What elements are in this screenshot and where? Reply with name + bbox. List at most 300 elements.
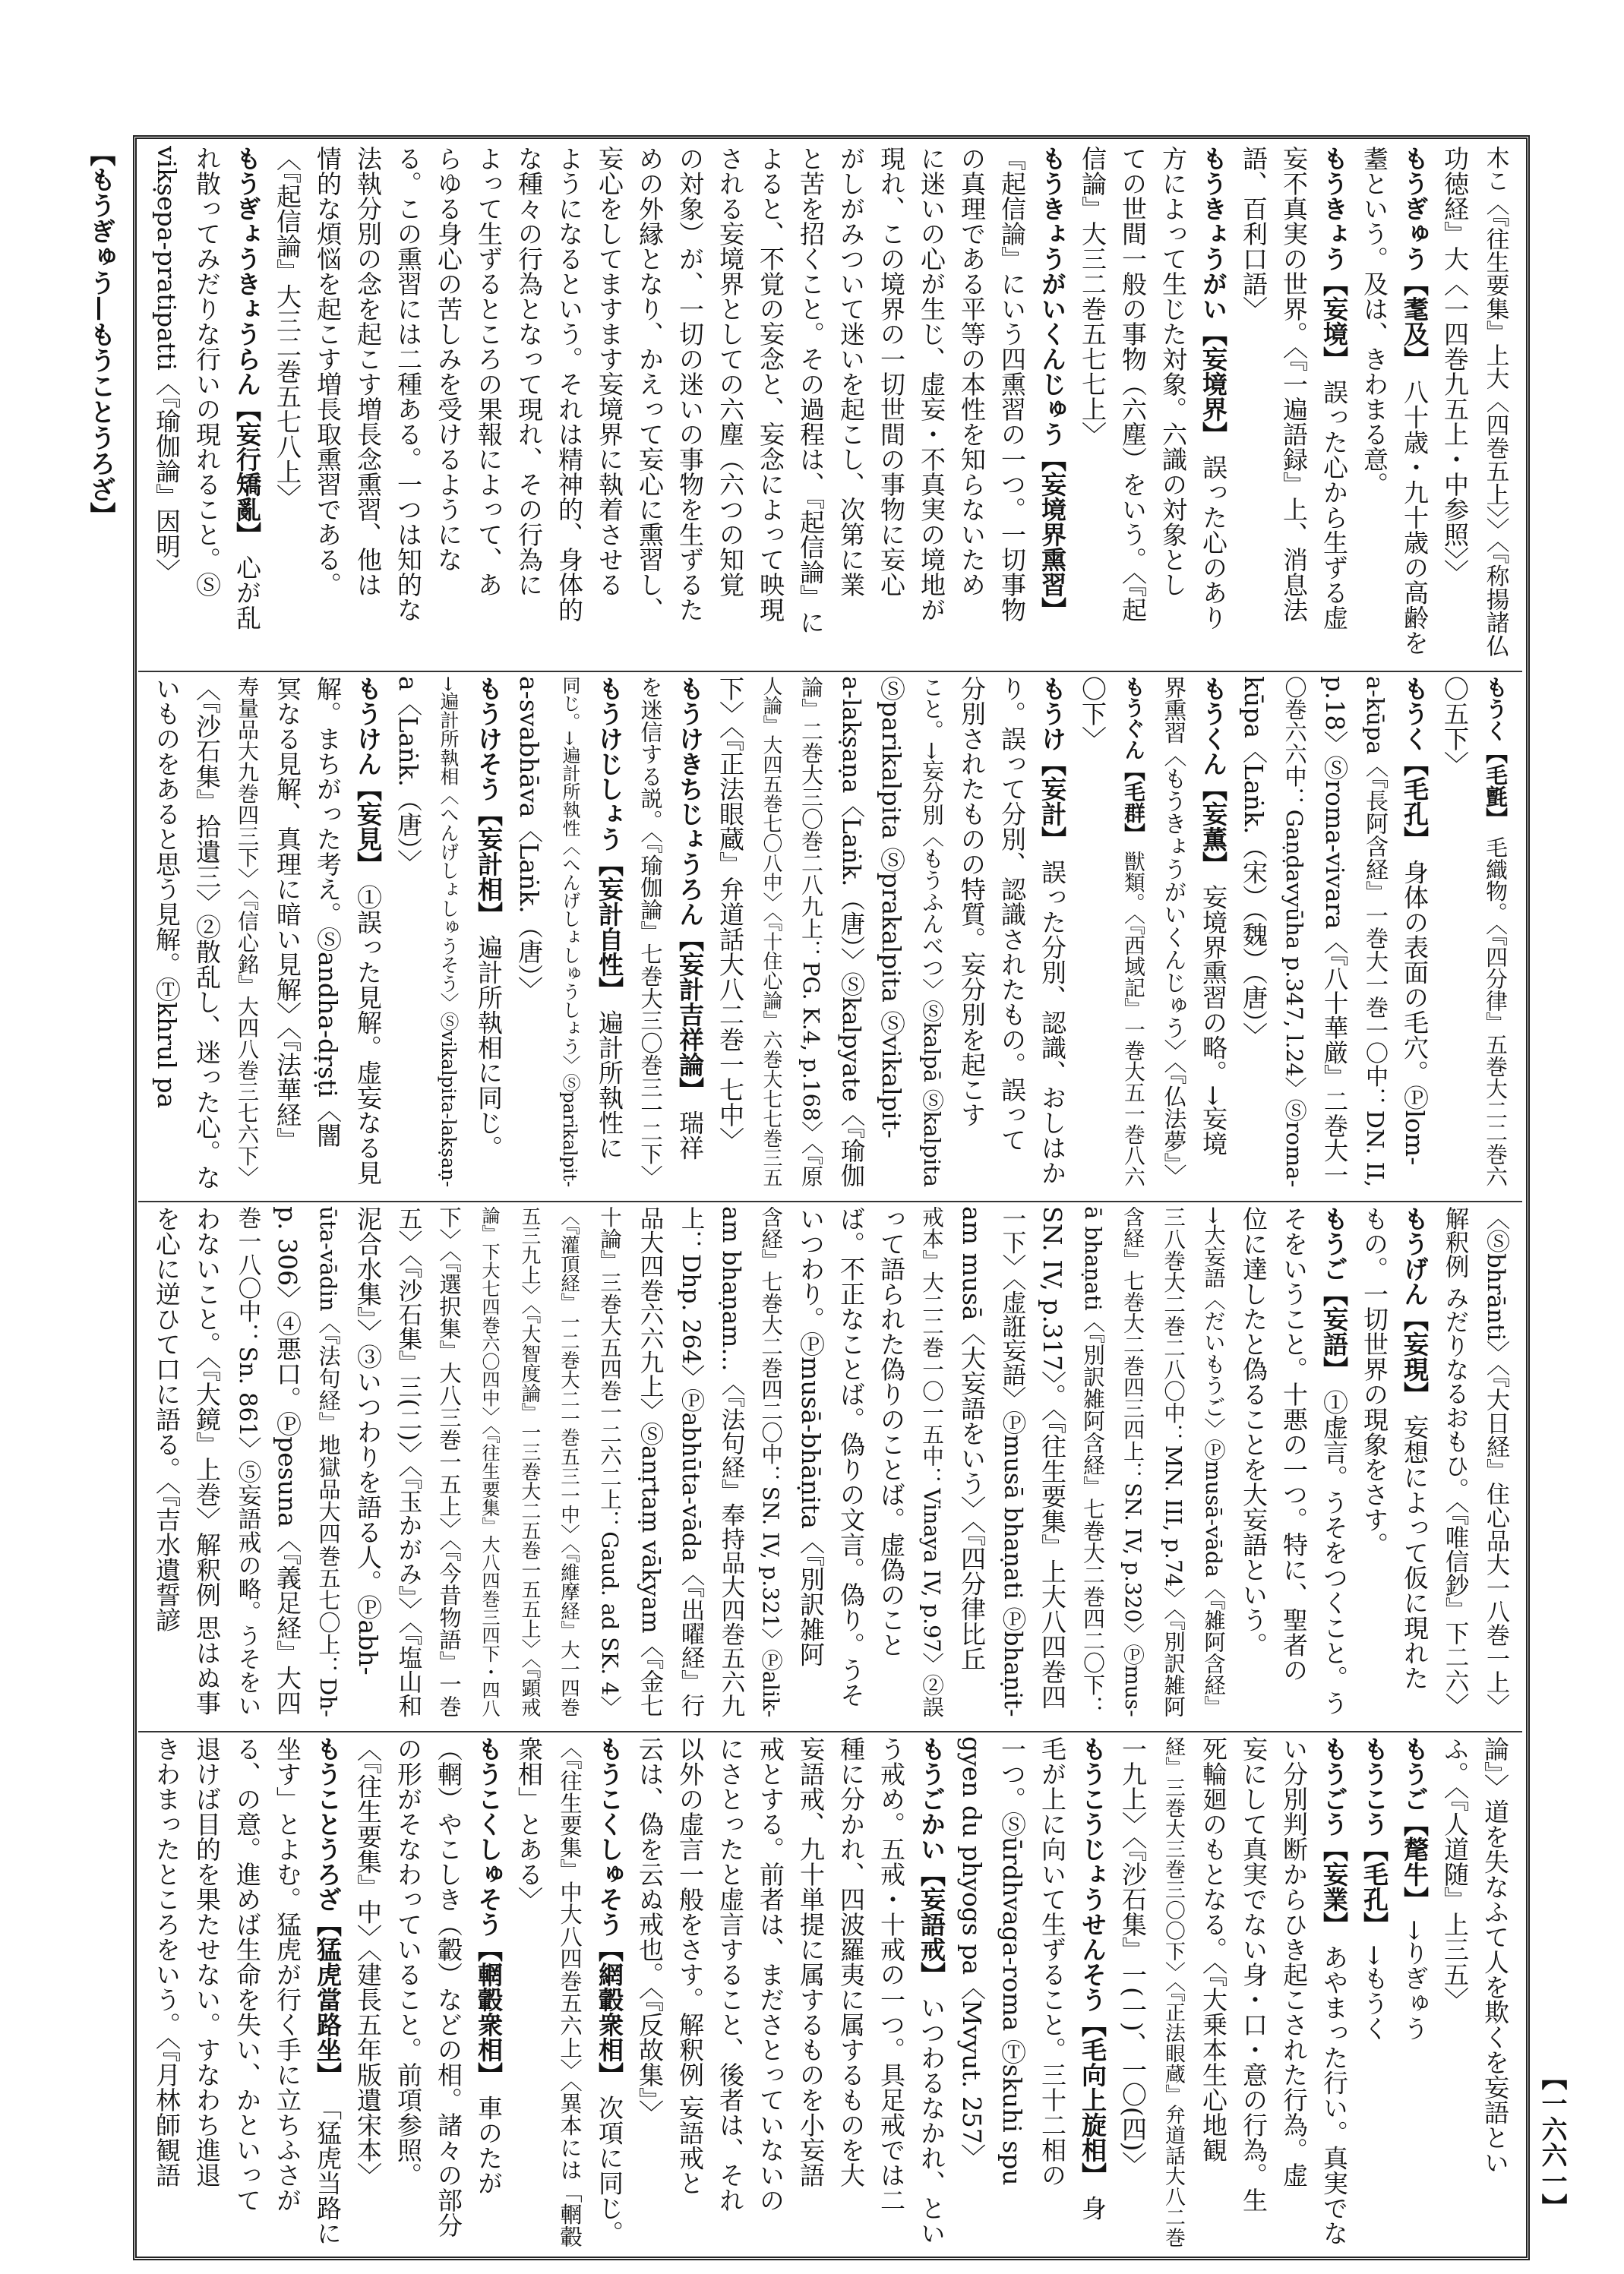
entry-text: 種に分かれ、四波羅夷に属するものを大 bbox=[836, 1736, 866, 2187]
entry-text: p.18〉Ⓢroma-vivara〈『八十華厳』二巻大一 bbox=[1320, 676, 1349, 1187]
entry-text: の真理である平等の本性を知らないため bbox=[957, 146, 987, 597]
text-column bbox=[1193, 1736, 1234, 2253]
text-column bbox=[1153, 1206, 1193, 1723]
entry-text: 誤った心から生ずる虚 bbox=[1319, 371, 1349, 630]
entry-text: 〈Ⓢbhrānti〉〈『大日経』住心品大一八巻一上〉 bbox=[1482, 1206, 1509, 1717]
entry-text: と苦を招くこと。その過程は、『起信論』に bbox=[796, 146, 826, 635]
entry-text: る。この熏習には二種ある。一つは知的な bbox=[393, 146, 423, 622]
headword: もうぎょうきょうらん【妄行矯亂】 bbox=[232, 146, 262, 547]
entry-text: 論』〉道を失なふて人を欺くを妄語とい bbox=[1480, 1736, 1510, 2175]
entry-text: 〇下〉 bbox=[1078, 676, 1107, 751]
tier-1 bbox=[144, 146, 1515, 662]
tier-2 bbox=[144, 676, 1515, 1192]
entry-text: 含経』七巻大二巻四二〇中：SN. IV, p.321〉Ⓟalik- bbox=[758, 1206, 783, 1718]
text-column bbox=[952, 676, 992, 1192]
entry-text: 含経』七巻大二巻四三四上：SN. IV, p.320〉Ⓟmus- bbox=[1120, 1206, 1145, 1717]
entry-text: 心が乱 bbox=[232, 547, 262, 630]
entry-text: 以外の虚言一般をさす。解釈例 妄語戒と bbox=[675, 1736, 705, 2196]
text-column bbox=[952, 1736, 992, 2253]
text-column bbox=[1153, 1736, 1193, 2253]
text-column bbox=[791, 1736, 831, 2253]
text-column bbox=[1073, 676, 1113, 1192]
entry-text: gyen du phyogs pa〈Mvyut. 257〉 bbox=[957, 1736, 987, 2169]
text-column bbox=[1314, 1206, 1354, 1723]
text-column bbox=[831, 1736, 871, 2253]
text-column bbox=[308, 1736, 348, 2253]
text-column bbox=[1193, 146, 1234, 662]
text-column bbox=[147, 1206, 187, 1723]
text-column bbox=[750, 676, 791, 1192]
entry-text: り。誤って分別、認識されたもの。誤って bbox=[997, 676, 1027, 1152]
text-column bbox=[267, 1206, 308, 1723]
text-column bbox=[912, 146, 952, 662]
entry-text: 退けば目的を果たせない。すなわち進退 bbox=[192, 1736, 222, 2187]
entry-text: 誤った心のあり bbox=[1199, 447, 1228, 630]
text-column bbox=[1032, 676, 1073, 1192]
entry-text: 妄不真実の世界。〈『一遍語録』上、消息法 bbox=[1279, 146, 1309, 622]
text-column bbox=[589, 1206, 630, 1723]
text-column bbox=[670, 676, 710, 1192]
entry-text: 遍計所執相に同じ。 bbox=[474, 927, 504, 1161]
headword: もうけじしょう【妄計自性】 bbox=[595, 676, 624, 1002]
text-column bbox=[428, 1206, 469, 1723]
text-column bbox=[187, 1206, 227, 1723]
text-column bbox=[187, 146, 227, 662]
headword: もうこうじょうせんそう【毛向上旋相】 bbox=[1078, 1736, 1107, 2187]
text-column bbox=[630, 1736, 670, 2253]
page-number: 【一六六一】 bbox=[1537, 2064, 1567, 2219]
text-column bbox=[670, 1206, 710, 1723]
text-column bbox=[992, 676, 1032, 1192]
text-column bbox=[388, 1206, 428, 1723]
text-column bbox=[1475, 1206, 1515, 1723]
entry-text: ①虚言。うそをつくこと。う bbox=[1319, 1382, 1349, 1716]
entry-text: 十論』三巻大五四巻一二六二上：Gaud. ad SK. 4〉 bbox=[597, 1206, 623, 1717]
headword: もうご【妄語】 bbox=[1319, 1206, 1349, 1382]
entry-text: 車のたが bbox=[474, 2087, 504, 2196]
entry-text: 寿量品大九巻四三下〉〈『信心銘』大四八巻三七六下〉 bbox=[235, 676, 260, 1188]
tier-divider bbox=[138, 1731, 1522, 1732]
entry-text: 現れ、この境界の一切世間の事物に妄心 bbox=[877, 146, 906, 597]
entry-text: 瑞祥 bbox=[675, 1102, 705, 1161]
entry-text: 解。まちがった考え。Ⓢandha-dṛṣṭi〈闇 bbox=[313, 676, 343, 1148]
headword: もうくん【妄薫】 bbox=[1199, 676, 1228, 876]
tier-3 bbox=[144, 1206, 1515, 1723]
entry-text: 分別されたものの特質。妄分別を起こす bbox=[957, 676, 987, 1127]
text-column bbox=[1113, 1736, 1153, 2253]
tier-divider bbox=[138, 671, 1522, 672]
text-column bbox=[1354, 146, 1395, 662]
text-column bbox=[1314, 676, 1354, 1192]
entry-text: こと。→妄分別〈もうふんべつ〉Ⓢkalpā Ⓢkalpita bbox=[919, 676, 945, 1188]
entry-text: a-svabhāva〈Laṅk.（唐）〉 bbox=[514, 676, 544, 1002]
entry-text: am musā〈大妄語をいう〉〈『四分律比丘 bbox=[957, 1206, 987, 1672]
entry-text: わないこと。〈『大鏡』上巻〉解釈例 思はぬ事 bbox=[192, 1206, 222, 1716]
text-column bbox=[227, 676, 267, 1192]
text-column bbox=[1032, 1206, 1073, 1723]
text-column bbox=[267, 1736, 308, 2253]
entry-text: れ散ってみだりな行いの現れること。Ⓢ bbox=[192, 146, 222, 597]
entry-text: 論』下大七四巻六〇四中〉〈『往生要集』大八四巻三四下・四八 bbox=[479, 1206, 500, 1718]
text-column bbox=[1314, 1736, 1354, 2253]
entry-text: がしがみついて迷いを起こし、次第に業 bbox=[836, 146, 866, 597]
entry-text: 三八巻大二巻二八〇中：MN. III, p.74〉〈『別訳雑阿 bbox=[1161, 1206, 1186, 1718]
entry-text: ①誤った見解。虚妄なる見 bbox=[353, 876, 383, 1186]
entry-text: ば。不正なことば。偽りの文言。偽り。うそ bbox=[836, 1206, 866, 1707]
entry-text: よると、不覚の妄念と、妄念によって映現 bbox=[756, 146, 785, 622]
entry-text: よって生ずるところの果報によって、あ bbox=[474, 146, 504, 597]
entry-text: 一九上〉〈『沙石集』一(一)、一〇(四)〉 bbox=[1118, 1736, 1148, 2177]
text-column bbox=[1073, 146, 1113, 662]
text-column bbox=[831, 146, 871, 662]
entry-text: 一下〉〈虚誑妄語〉Ⓟmusā bhaṇati Ⓟbhaṇit- bbox=[999, 1206, 1026, 1717]
text-column bbox=[1113, 146, 1153, 662]
text-column bbox=[267, 146, 308, 662]
headword: もうけそう【妄計相】 bbox=[474, 676, 504, 927]
text-column bbox=[670, 146, 710, 662]
text-column bbox=[469, 146, 509, 662]
text-column bbox=[952, 1206, 992, 1723]
entry-text: る、の意。進めば生命を失い、かといって bbox=[232, 1736, 262, 2212]
entry-text: 五〉〈『沙石集』三(二)〉〈『玉かがみ』〉〈『塩山和 bbox=[395, 1206, 422, 1718]
entry-text: ての世間一般の事物（六塵）をいう。〈『起 bbox=[1118, 146, 1148, 622]
entry-text: vikṣepa-pratipatti〈『瑜伽論』因明〉 bbox=[152, 146, 182, 584]
text-column bbox=[750, 146, 791, 662]
entry-text: 『起信論』にいう四熏習の一つ。一切事物 bbox=[997, 146, 1027, 622]
entry-text: 八十歳・九十歳の高齢を bbox=[1400, 371, 1430, 655]
text-column bbox=[509, 1736, 549, 2253]
entry-text: きわまったところをいう。〈『月林師観語 bbox=[152, 1736, 182, 2187]
entry-text: 〈『灌頂経』一二巻大二一巻五三一中〉〈『維摩経』大一四巻 bbox=[558, 1206, 581, 1717]
entry-text: 解釈例 みだりなるおもひ。〈『唯信鈔』下二六〉 bbox=[1442, 1206, 1469, 1717]
entry-text: 人論』大四五巻七〇八中〉〈『十住心論』六巻大七七巻三五 bbox=[760, 676, 782, 1188]
headword: もうけきちじょうろん【妄計吉祥論】 bbox=[675, 676, 705, 1102]
text-column bbox=[1274, 1206, 1314, 1723]
text-column bbox=[1234, 676, 1274, 1192]
text-column bbox=[1314, 146, 1354, 662]
entry-text: 衆相」とある〉 bbox=[514, 1736, 544, 1912]
entry-text: 死輪廻のもとなる。〈『大乗本生心地観 bbox=[1199, 1736, 1228, 2162]
text-column bbox=[1193, 1206, 1234, 1723]
entry-text: →もうく bbox=[1360, 1937, 1389, 2042]
text-column bbox=[1395, 1206, 1435, 1723]
text-column bbox=[1395, 146, 1435, 662]
entry-text: 次項に同じ。 bbox=[595, 2087, 624, 2246]
entry-text: 同じ。→遍計所執性〈へんげしょしゅうしょう〉Ⓢparikalpit- bbox=[559, 676, 580, 1188]
text-column bbox=[1435, 146, 1475, 662]
entry-text: 〈『往生要集』中大八四巻五六上〉〈異本には「輞轂 bbox=[557, 1736, 583, 2247]
text-column bbox=[992, 1736, 1032, 2253]
text-column bbox=[831, 676, 871, 1192]
text-column bbox=[710, 1736, 750, 2253]
entry-text: 信論』大三二巻五七七上〉 bbox=[1078, 146, 1107, 447]
entry-text: 法執分別の念を起こす増長念熏習、他は bbox=[353, 146, 383, 597]
headword: もうごかい【妄語戒】 bbox=[917, 1736, 946, 1987]
text-column bbox=[1435, 1736, 1475, 2253]
entry-text: 戒とする。前者は、まださとっていないの bbox=[756, 1736, 785, 2212]
entry-text: ようになるという。それは精神的、身体的 bbox=[554, 146, 584, 622]
entry-text: 位に達したと偽ることを大妄語という。 bbox=[1239, 1206, 1269, 1657]
entry-text: 上：Dhp. 264〉Ⓟabhūta-vāda〈『出曜経』行 bbox=[677, 1206, 704, 1717]
entry-text: 遍計所執性に bbox=[595, 1002, 624, 1161]
text-column bbox=[509, 1206, 549, 1723]
tier-divider bbox=[138, 1201, 1522, 1202]
entry-text: 云は、偽を云ぬ戒也。〈『反故集』〉 bbox=[635, 1736, 665, 2125]
entry-text: Ⓢparikalpita Ⓢprakalpita Ⓢvikalpit- bbox=[877, 676, 906, 1139]
text-column bbox=[1032, 1736, 1073, 2253]
entry-text: 獣類。〈『西域記』一巻大五一巻八六 bbox=[1120, 844, 1145, 1187]
entry-text: 泥合水集』〉③いつわりを語る人。Ⓟabh- bbox=[353, 1206, 383, 1675]
headword: もうこう【毛孔】 bbox=[1360, 1736, 1389, 1937]
entry-text: あやまった行い。真実でな bbox=[1319, 1937, 1349, 2246]
entry-text: を迷信する説。〈『瑜伽論』七巻大三〇巻三一二下〉 bbox=[637, 676, 663, 1187]
entry-text: p. 306〉④悪口。Ⓟpesuna〈『義足経』大四 bbox=[273, 1206, 302, 1716]
entry-text: 坐す」とよむ。猛虎が行く手に立ちふさが bbox=[273, 1736, 302, 2212]
entry-text: に迷いの心が生じ、虚妄・不真実の境地が bbox=[917, 146, 946, 622]
text-column bbox=[912, 676, 952, 1192]
entry-text: 耋という。及は、きわまる意。 bbox=[1360, 146, 1389, 497]
headword: もうく【毛氈】 bbox=[1483, 676, 1509, 829]
text-column bbox=[147, 146, 187, 662]
text-column bbox=[1354, 1206, 1395, 1723]
text-column bbox=[1113, 1206, 1153, 1723]
entry-text: 冥なる見解、真理に暗い見解〉〈『法華経』 bbox=[273, 676, 302, 1152]
entry-text: 身体の表面の毛穴。Ⓟlom- bbox=[1400, 851, 1430, 1166]
entry-text: 妄語戒、九十単提に属するものを小妄語 bbox=[796, 1736, 826, 2187]
entry-text: そをいうこと。十悪の一つ。特に、聖者の bbox=[1279, 1206, 1309, 1682]
entry-text: にさとったと虚言すること、後者は、それ bbox=[716, 1736, 745, 2212]
headword: もうきょうがい【妄境界】 bbox=[1199, 146, 1228, 447]
text-column bbox=[589, 1736, 630, 2253]
entry-text: う戒め。五戒・十戒の一つ。具足戒では二 bbox=[877, 1736, 906, 2212]
entry-text: 身 bbox=[1078, 2187, 1107, 2221]
text-column bbox=[1234, 1736, 1274, 2253]
entry-text: って語られた偽りのことば。虚偽のこと bbox=[877, 1206, 906, 1657]
text-column bbox=[1274, 676, 1314, 1192]
headword: もうく【毛孔】 bbox=[1400, 676, 1430, 851]
entry-text: 語、百利口語〉 bbox=[1239, 146, 1269, 321]
entry-text: 〇五下〉 bbox=[1440, 676, 1470, 776]
text-column bbox=[509, 146, 549, 662]
entry-text: 毛が上に向いて生ずること。三十二相の bbox=[1038, 1736, 1067, 2187]
text-column bbox=[308, 146, 348, 662]
text-column bbox=[428, 146, 469, 662]
text-column bbox=[187, 676, 227, 1192]
text-column bbox=[1395, 1736, 1435, 2253]
text-column bbox=[348, 676, 388, 1192]
text-column bbox=[147, 1736, 187, 2253]
entry-text: ふ。〈『人道随』上三五〉 bbox=[1440, 1736, 1470, 2012]
text-column bbox=[871, 676, 912, 1192]
text-column bbox=[388, 676, 428, 1192]
text-column bbox=[428, 1736, 469, 2253]
text-column bbox=[348, 1736, 388, 2253]
headword: もうことうろざ【猛虎當路坐】 bbox=[313, 1736, 343, 2087]
text-column bbox=[710, 1206, 750, 1723]
entry-text: いつわるなかれ、とい bbox=[917, 1987, 946, 2246]
entry-text: 〈『往生要集』中〉〈建長五年版遺宋本〉 bbox=[353, 1736, 383, 2187]
tier-4 bbox=[144, 1736, 1515, 2253]
text-column bbox=[1032, 146, 1073, 662]
headword: もうぎゅう【耄及】 bbox=[1400, 146, 1430, 371]
text-column bbox=[227, 1206, 267, 1723]
text-column bbox=[791, 1206, 831, 1723]
entry-text: 〇巻六六中：Gaṇḍavyūha p.347, l.24〉Ⓢroma- bbox=[1281, 676, 1307, 1188]
text-column bbox=[227, 146, 267, 662]
entry-text: kūpa〈Laṅk.（宋）（魏）（唐）〉 bbox=[1239, 676, 1269, 1047]
entry-text: a-lakṣaṇa〈Laṅk.（唐）〉Ⓢkalpyate〈『瑜伽 bbox=[837, 676, 866, 1188]
text-column bbox=[1354, 676, 1395, 1192]
text-column bbox=[549, 1736, 589, 2253]
headword: もうきょう【妄境】 bbox=[1319, 146, 1349, 371]
text-column bbox=[227, 1736, 267, 2253]
entry-text: a〈Laṅk.（唐）〉 bbox=[393, 676, 423, 875]
text-column bbox=[912, 1736, 952, 2253]
entry-text: →大妄語〈だいもうご〉Ⓟmusā-vāda〈『雑阿含経』 bbox=[1201, 1206, 1226, 1717]
text-column bbox=[1113, 676, 1153, 1192]
entry-text: もの。一切世界の現象をさす。 bbox=[1360, 1206, 1389, 1557]
text-column bbox=[750, 1206, 791, 1723]
text-column bbox=[589, 146, 630, 662]
entry-text: 一つ。Ⓢūrdhvaga-roma Ⓣskuhi spu bbox=[997, 1736, 1027, 2186]
text-column bbox=[630, 146, 670, 662]
text-column bbox=[952, 146, 992, 662]
entry-text: 〈『起信論』大三二巻五七八上〉 bbox=[273, 146, 302, 510]
text-column bbox=[1234, 146, 1274, 662]
entry-text: 木こ〈『往生要集』上大〈四巻五上〉〉〈『称揚諸仏 bbox=[1482, 146, 1509, 658]
entry-text: いつわり。Ⓟmusā-bhāṇita〈『別訳雑阿 bbox=[796, 1206, 826, 1667]
text-column bbox=[1435, 676, 1475, 1192]
text-column bbox=[710, 146, 750, 662]
text-column bbox=[912, 1206, 952, 1723]
text-column bbox=[147, 676, 187, 1192]
entry-text: 方によって生じた対象。六識の対象とし bbox=[1158, 146, 1188, 597]
entry-text: の対象）が、一切の迷いの事物を生ずるた bbox=[675, 146, 705, 622]
entry-text: 〈『沙石集』拾遺三〉②散乱し、迷った心。な bbox=[192, 676, 222, 1190]
entry-text: 情的な煩悩を起こす増長取熏習である。 bbox=[313, 146, 343, 597]
headword: もうこくしゅそう【輞轂衆相】 bbox=[474, 1736, 504, 2087]
text-column bbox=[630, 1206, 670, 1723]
text-column bbox=[791, 676, 831, 1192]
entry-text: 妄心をしてますます妄境界に執着させる bbox=[595, 146, 624, 597]
text-column bbox=[791, 146, 831, 662]
text-column bbox=[469, 1736, 509, 2253]
entry-text: 下〉〈『正法眼蔵』弁道話大八二巻一七中〉 bbox=[716, 676, 745, 1152]
text-column bbox=[871, 1206, 912, 1723]
entry-text: 界熏習〈もうきょうがいくんじゅう〉〈『仏法夢』〉 bbox=[1160, 676, 1186, 1187]
text-column bbox=[1234, 1206, 1274, 1723]
entry-text: の形がそなわっていること。前項参照。 bbox=[393, 1736, 423, 2187]
text-column bbox=[750, 1736, 791, 2253]
headword: もうこくしゅそう【網轂衆相】 bbox=[595, 1736, 624, 2087]
text-column bbox=[348, 1206, 388, 1723]
text-column bbox=[1475, 1736, 1515, 2253]
entry-text: a-kūpa〈『長阿含経』一巻大一巻一〇中：DN. II, bbox=[1361, 676, 1388, 1188]
headword: もうぐん【毛群】 bbox=[1120, 676, 1145, 845]
entry-text: 妄想によって仮に現れた bbox=[1400, 1407, 1430, 1691]
entry-text: 品大四巻六六九上〉Ⓢanṛtaṃ vākyam〈『金七 bbox=[637, 1206, 664, 1717]
entry-text: 功徳経』大〈一四巻九五上・中参照〉〉 bbox=[1440, 146, 1470, 585]
text-column bbox=[871, 1736, 912, 2253]
text-column bbox=[1073, 1206, 1113, 1723]
text-column bbox=[1274, 146, 1314, 662]
text-column bbox=[1354, 1736, 1395, 2253]
text-column bbox=[670, 1736, 710, 2253]
text-column bbox=[348, 146, 388, 662]
text-column bbox=[831, 1206, 871, 1723]
entry-text: めの外縁となり、かえって妄心に熏習し、 bbox=[635, 146, 665, 622]
text-column bbox=[630, 676, 670, 1192]
text-column bbox=[1073, 1736, 1113, 2253]
text-column bbox=[1435, 1206, 1475, 1723]
text-column bbox=[469, 676, 509, 1192]
entry-text: 巻一八〇中：Sn. 861〉⑤妄語戒の略。うそをい bbox=[234, 1206, 261, 1717]
text-column bbox=[549, 1206, 589, 1723]
text-column bbox=[308, 676, 348, 1192]
text-column bbox=[428, 676, 469, 1192]
running-head: 【もうぎゅう—もうことうろざ】 bbox=[85, 141, 115, 528]
text-column bbox=[388, 1736, 428, 2253]
entry-text: 毛織物。〈『四分律』五巻大二二巻六 bbox=[1483, 829, 1509, 1187]
text-column bbox=[1193, 676, 1234, 1192]
entry-text: いものをあると思う見解。Ⓣkhrul pa bbox=[152, 676, 182, 1109]
headword: もうご【氂牛】 bbox=[1400, 1736, 1430, 1912]
headword: もうげん【妄現】 bbox=[1400, 1206, 1430, 1407]
text-column bbox=[308, 1206, 348, 1723]
text-column bbox=[509, 676, 549, 1192]
entry-text: 下〉〈『選択集』大八三巻一五上〉〈『今昔物語』一巻 bbox=[436, 1206, 462, 1717]
entry-text: ūta-vādin〈『法句経』地獄品大四巻五七〇上：Dh- bbox=[315, 1206, 341, 1718]
entry-text: 経』三巻大三巻三〇〇下〉〈『正法眼蔵』弁道話大八二巻 bbox=[1161, 1736, 1185, 2247]
entry-text: 誤った分別、認識、おしはか bbox=[1038, 851, 1067, 1186]
entry-text: 妄境界熏習の略。→妄境 bbox=[1199, 876, 1228, 1157]
headword: もうけん【妄見】 bbox=[353, 676, 383, 876]
text-column bbox=[1153, 676, 1193, 1192]
entry-text: 妄にして真実でない身・口・意の行為。生 bbox=[1239, 1736, 1269, 2212]
text-column bbox=[871, 146, 912, 662]
entry-text: 論』二巻大三〇巻二八九上：PG. K.4, p.168〉〈『原 bbox=[798, 676, 824, 1188]
text-column bbox=[589, 676, 630, 1192]
entry-text: ā bhaṇati〈『別訳雑阿含経』七巻大二巻四二〇下： bbox=[1080, 1206, 1106, 1718]
text-column bbox=[992, 146, 1032, 662]
headword: もうきょうがいくんじゅう【妄境界熏習】 bbox=[1038, 146, 1067, 622]
text-column bbox=[710, 676, 750, 1192]
entry-text: 「猛虎当路に bbox=[313, 2087, 343, 2246]
entry-text: な種々の行為となって現れ、その行為に bbox=[514, 146, 544, 597]
text-column bbox=[549, 676, 589, 1192]
text-column bbox=[388, 146, 428, 662]
entry-text: らゆる身心の苦しみを受けるようにな bbox=[434, 146, 463, 572]
headword: もうごう【妄業】 bbox=[1319, 1736, 1349, 1937]
headword: もうけ【妄計】 bbox=[1038, 676, 1067, 851]
entry-text: 五三九上〉〈『大智度論』一三巻大二五巻一五五上〉〈『顕戒 bbox=[518, 1206, 541, 1718]
text-column bbox=[1153, 146, 1193, 662]
entry-text: を心に逆ひて口に語る。〈『吉水遺誓諺 bbox=[152, 1206, 182, 1632]
text-column bbox=[267, 676, 308, 1192]
text-column bbox=[992, 1206, 1032, 1723]
entry-text: 戒本』大二二巻一〇一五中：Vinaya IV, p.97〉②誤 bbox=[919, 1206, 945, 1718]
entry-text: （輞）やこしき（轂）などの相。諸々の部分 bbox=[434, 1736, 463, 2238]
text-column bbox=[1395, 676, 1435, 1192]
text-column bbox=[1475, 676, 1515, 1192]
entry-text: →遍計所執相〈へんげしょしゅうそう〉Ⓢvikalpita-lakṣaṇ- bbox=[438, 676, 460, 1188]
text-column bbox=[1475, 146, 1515, 662]
entry-text: い分別判断からひき起こされた行為。虚 bbox=[1279, 1736, 1309, 2187]
text-column bbox=[1274, 1736, 1314, 2253]
entry-text: am bhaṇam…〈『法句経』奉持品大四巻五六九 bbox=[717, 1206, 744, 1718]
text-column bbox=[187, 1736, 227, 2253]
entry-text: →りぎゅう bbox=[1400, 1912, 1430, 2042]
